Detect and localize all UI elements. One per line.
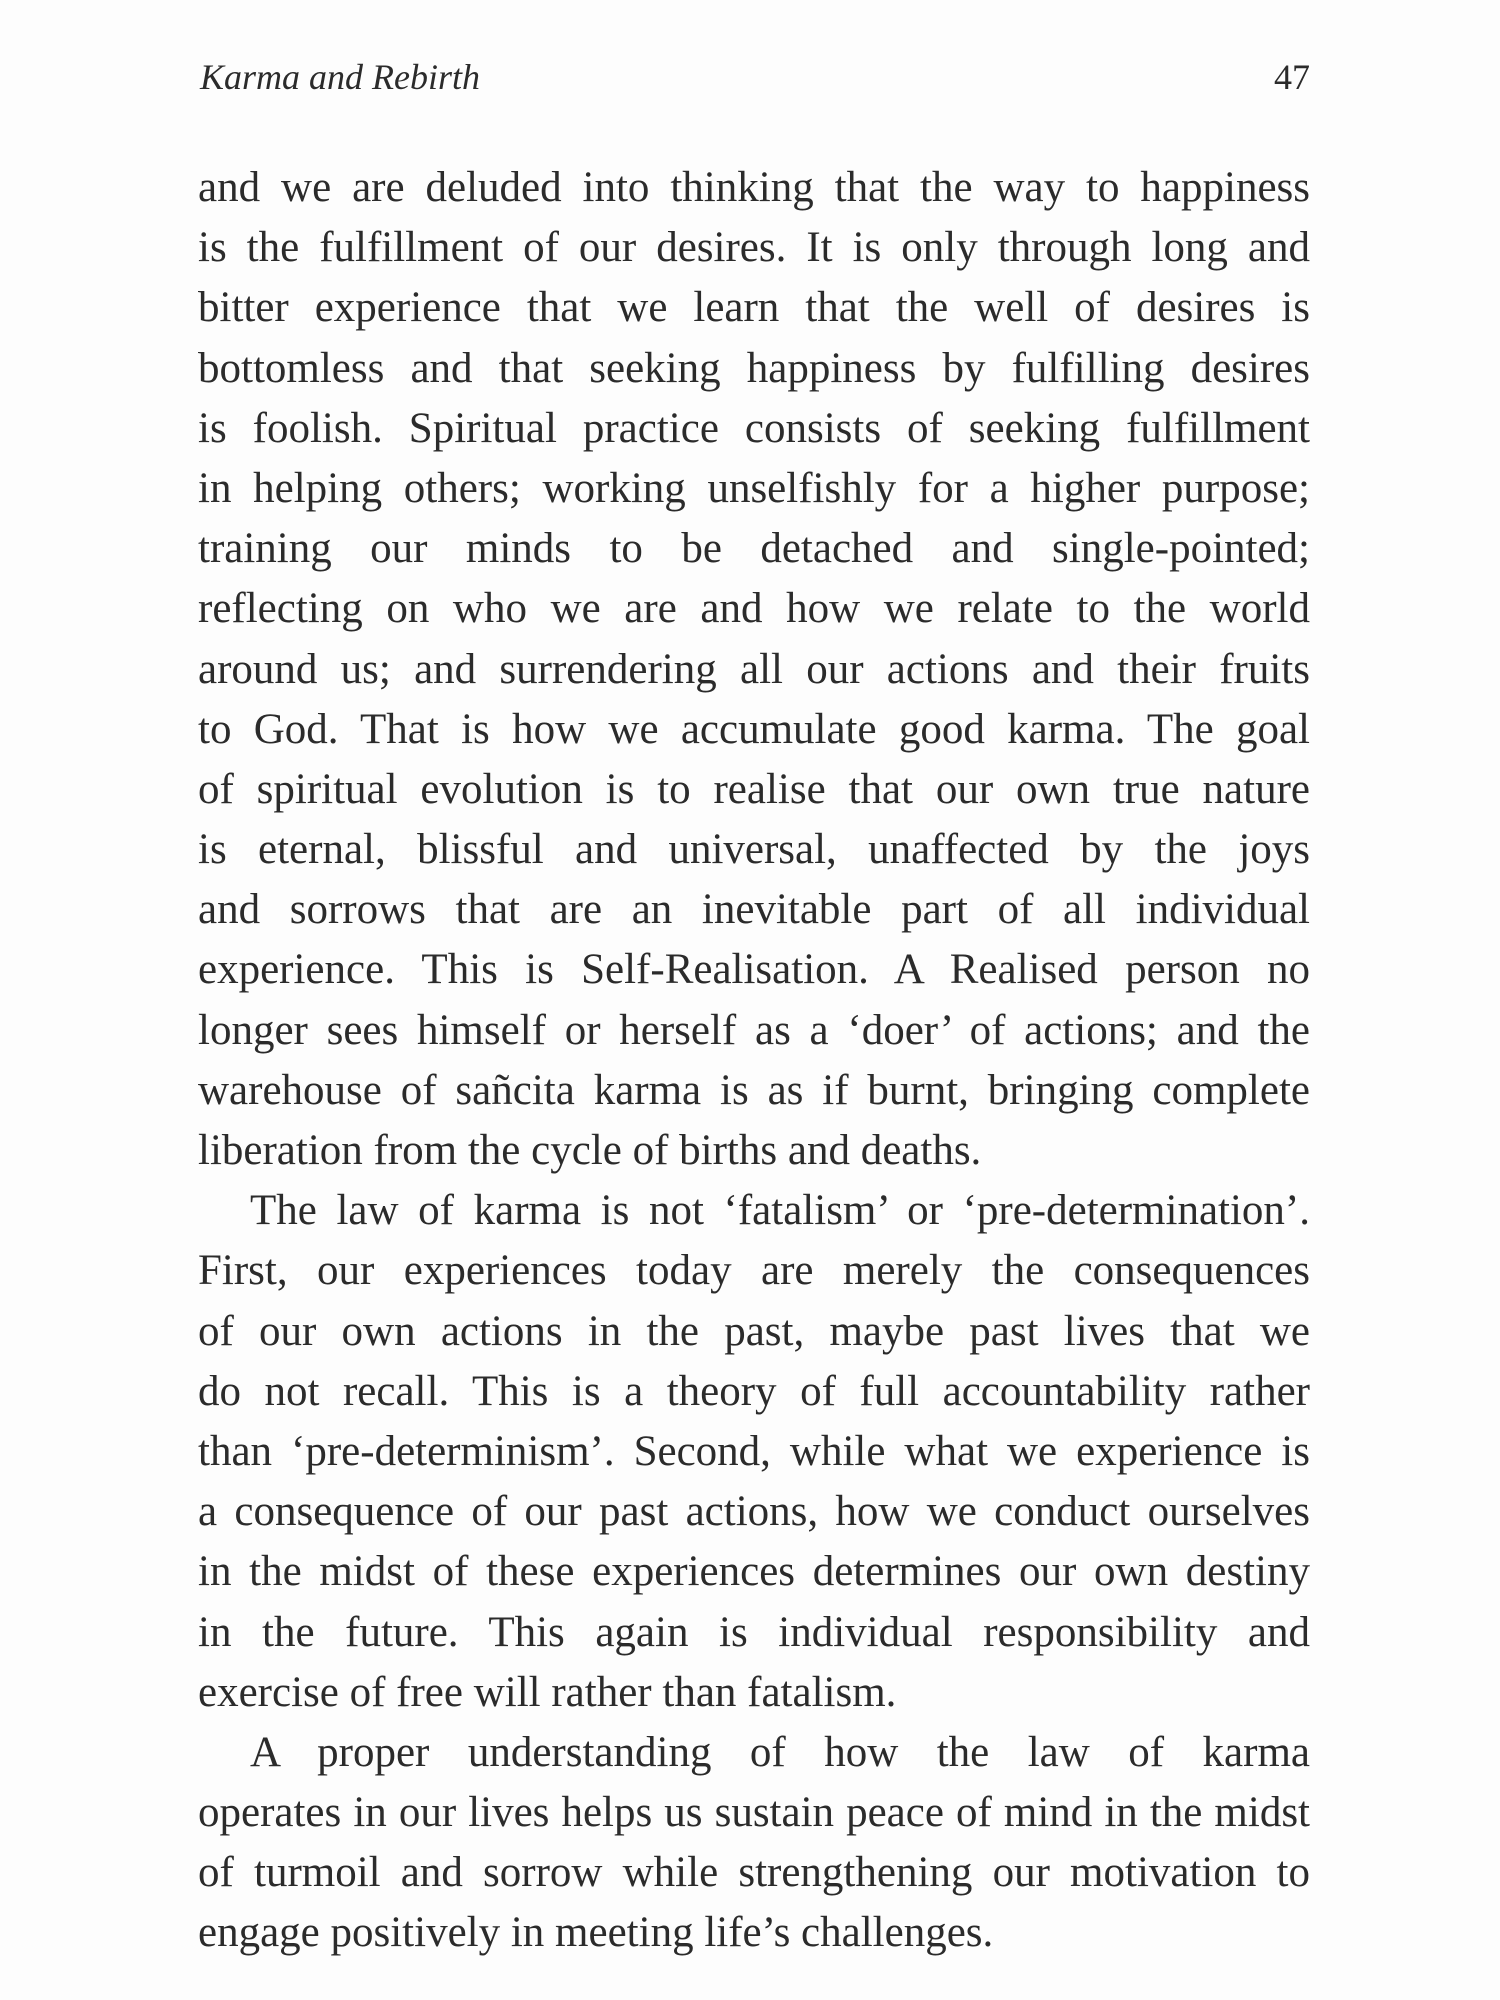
text-line: warehouse of sañcita karma is as if burnt, bringing complete [198, 1066, 1310, 1114]
text-line: experience. This is Self-Realisation. A Realised person no [198, 946, 1310, 994]
paragraph [198, 1723, 1310, 1964]
running-head [200, 56, 1310, 106]
text-line: is the fulfillment of our desires. It is only through long and [198, 224, 1310, 272]
text-line: of our own actions in the past, maybe past lives that we [198, 1307, 1310, 1355]
text-line: a consequence of our past actions, how we conduct ourselves [198, 1488, 1310, 1536]
text-line: bitter experience that we learn that the well of desires is [198, 284, 1310, 332]
text-line: in the future. This again is individual responsibility and [198, 1608, 1310, 1656]
text-line: and sorrows that are an inevitable part of all individual [198, 886, 1310, 934]
text-line: than ‘pre-determinism’. Second, while what we experience is [198, 1427, 1310, 1475]
text-line: is eternal, blissful and universal, unaffected by the joys [198, 826, 1310, 874]
text-line: bottomless and that seeking happiness by fulfilling desires [198, 344, 1310, 392]
text-line: A proper understanding of how the law of karma [250, 1728, 1310, 1776]
text-line: training our minds to be detached and single-pointed; [198, 525, 1310, 573]
text-line: reflecting on who we are and how we relate to the world [198, 585, 1310, 633]
body-text [198, 158, 1310, 1964]
text-line: of turmoil and sorrow while strengthening our motivation to [198, 1849, 1310, 1897]
text-line: around us; and surrendering all our actions and their fruits [198, 645, 1310, 693]
text-line: in the midst of these experiences determines our own destiny [198, 1548, 1310, 1596]
text-line: The law of karma is not ‘fatalism’ or ‘pre-determination’. [250, 1187, 1310, 1235]
text-line: longer sees himself or herself as a ‘doer’ of actions; and the [198, 1006, 1310, 1054]
text-line: of spiritual evolution is to realise that our own true nature [198, 765, 1310, 813]
text-line: to God. That is how we accumulate good karma. The goal [198, 705, 1310, 753]
running-title: Karma and Rebirth [200, 57, 481, 97]
text-line: operates in our lives helps us sustain peace of mind in the midst [198, 1789, 1310, 1837]
text-line: is foolish. Spiritual practice consists of seeking fulfillment [198, 404, 1310, 452]
text-line: exercise of free will rather than fatalism. [198, 1668, 897, 1716]
text-line: engage positively in meeting life’s challenges. [198, 1909, 994, 1957]
text-line: in helping others; working unselfishly for a higher purpose; [198, 464, 1310, 512]
page-number: 47 [1274, 57, 1310, 97]
paragraph [198, 1181, 1310, 1723]
text-line: liberation from the cycle of births and deaths. [198, 1127, 982, 1174]
text-line: and we are deluded into thinking that the way to happiness [198, 164, 1310, 211]
text-line: First, our experiences today are merely the consequences [198, 1247, 1310, 1295]
text-line: do not recall. This is a theory of full accountability rather [198, 1367, 1310, 1415]
paragraph [198, 158, 1310, 1181]
